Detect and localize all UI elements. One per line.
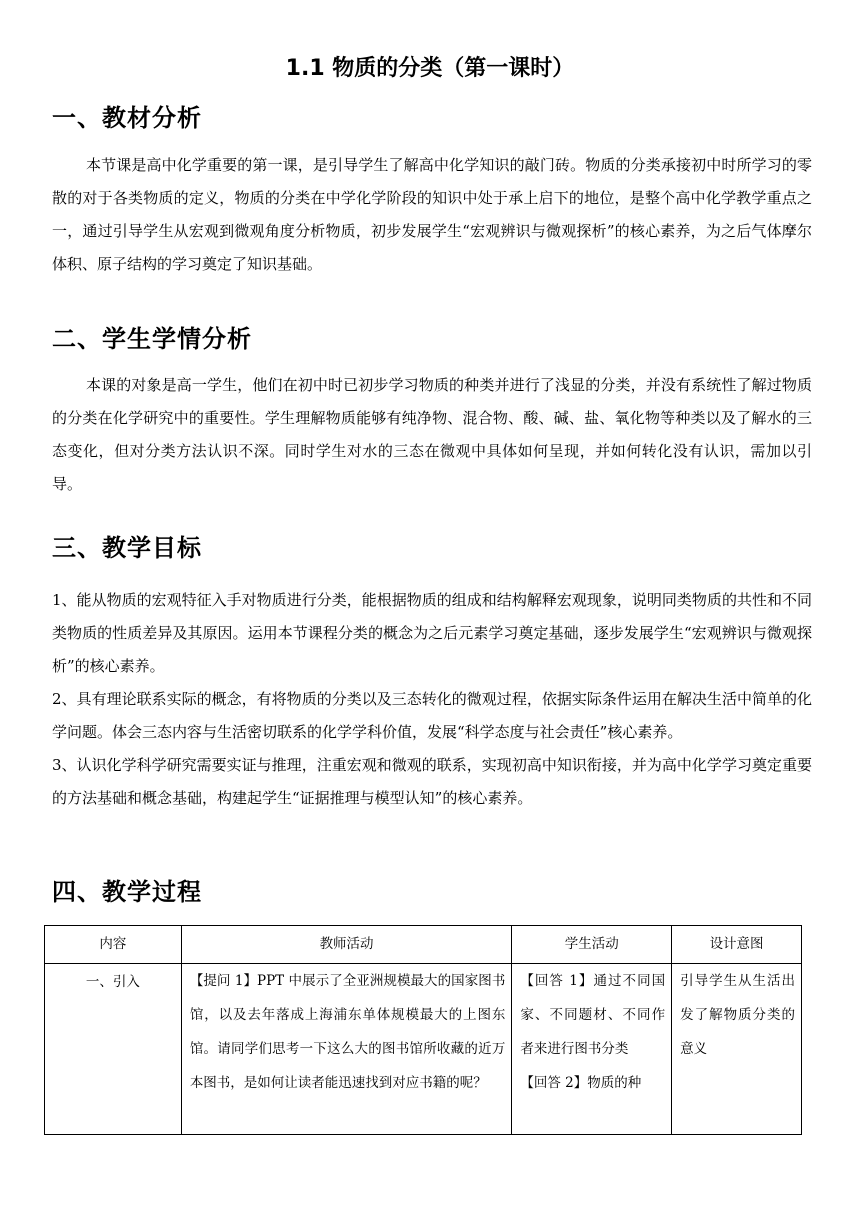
section-heading-teaching-goals: 三、教学目标 — [52, 534, 202, 562]
section-heading-student-analysis: 二、学生学情分析 — [52, 325, 252, 353]
column-header-teacher-activity: 教师活动 — [181, 926, 512, 964]
table-header-row — [45, 926, 802, 964]
student-answer-2: 【回答 2】物质的种 — [520, 1075, 642, 1091]
document-title: 1.1 物质的分类（第一课时） — [285, 56, 575, 81]
column-header-design-intent: 设计意图 — [672, 926, 802, 964]
student-activity-cell — [512, 964, 672, 1135]
column-header-content: 内容 — [45, 926, 182, 964]
material-analysis-paragraph: 本节课是高中化学重要的第一课，是引导学生了解高中化学知识的敲门砖。物质的分类承接初中时所学习的零散的对于各类物质的定义，物质的分类在中学化学阶段的知识中处于承上启下的地位，是整个高中化学教学重点之一，通过引导学生从宏观到微观角度分析物质，初步发展学生“宏观辨识与微观探析”的核心素养，为之后气体摩尔体积、原子结构的学习奠定了知识基础。 — [52, 156, 812, 273]
design-intent-cell: 引导学生从生活出发了解物质分类的意义 — [672, 964, 802, 1135]
teaching-goal-item: 3、认识化学科学研究需要实证与推理，注重宏观和微观的联系，实现初高中知识衔接，并为高中化学学习奠定重要的方法基础和概念基础，构建起学生“证据推理与模型认知”的核心素养。 — [52, 756, 812, 807]
teaching-process-table — [44, 925, 802, 1135]
table-row — [45, 964, 802, 1135]
teaching-goal-item: 1、能从物质的宏观特征入手对物质进行分类，能根据物质的组成和结构解释宏观现象，说明同类物质的共性和不同类物质的性质差异及其原因。运用本节课程分类的概念为之后元素学习奠定基础，逐步发展学生“宏观辨识与微观探析”的核心素养。 — [52, 591, 812, 675]
student-answer-1: 【回答 1】通过不同国家、不同题材、不同作者来进行图书分类 — [520, 973, 666, 1057]
teaching-goals-list — [52, 584, 812, 815]
student-analysis-paragraph: 本课的对象是高一学生，他们在初中时已初步学习物质的种类并进行了浅显的分类，并没有系统性了解过物质的分类在化学研究中的重要性。学生理解物质能够有纯净物、混合物、酸、碱、盐、氧化物等种类以及了解水的三态变化，但对分类方法认识不深。同时学生对水的三态在微观中具体如何呈现，并如何转化没有认识，需加以引导。 — [52, 376, 812, 493]
section-heading-material-analysis: 一、教材分析 — [52, 104, 202, 132]
column-header-student-activity: 学生活动 — [512, 926, 672, 964]
section-heading-teaching-process: 四、教学过程 — [52, 878, 202, 906]
teacher-activity-cell: 【提问 1】PPT 中展示了全亚洲规模最大的国家图书馆，以及去年落成上海浦东单体规模最大的上图东馆。请同学们思考一下这么大的图书馆所收藏的近万本图书，是如何让读者能迅速找到对应书籍的呢？ — [181, 964, 512, 1135]
teaching-goal-item: 2、具有理论联系实际的概念，有将物质的分类以及三态转化的微观过程，依据实际条件运用在解决生活中简单的化学问题。体会三态内容与生活密切联系的化学学科价值，发展“科学态度与社会责任”核心素养。 — [52, 690, 812, 741]
row-content-cell: 一、引入 — [45, 964, 182, 1135]
